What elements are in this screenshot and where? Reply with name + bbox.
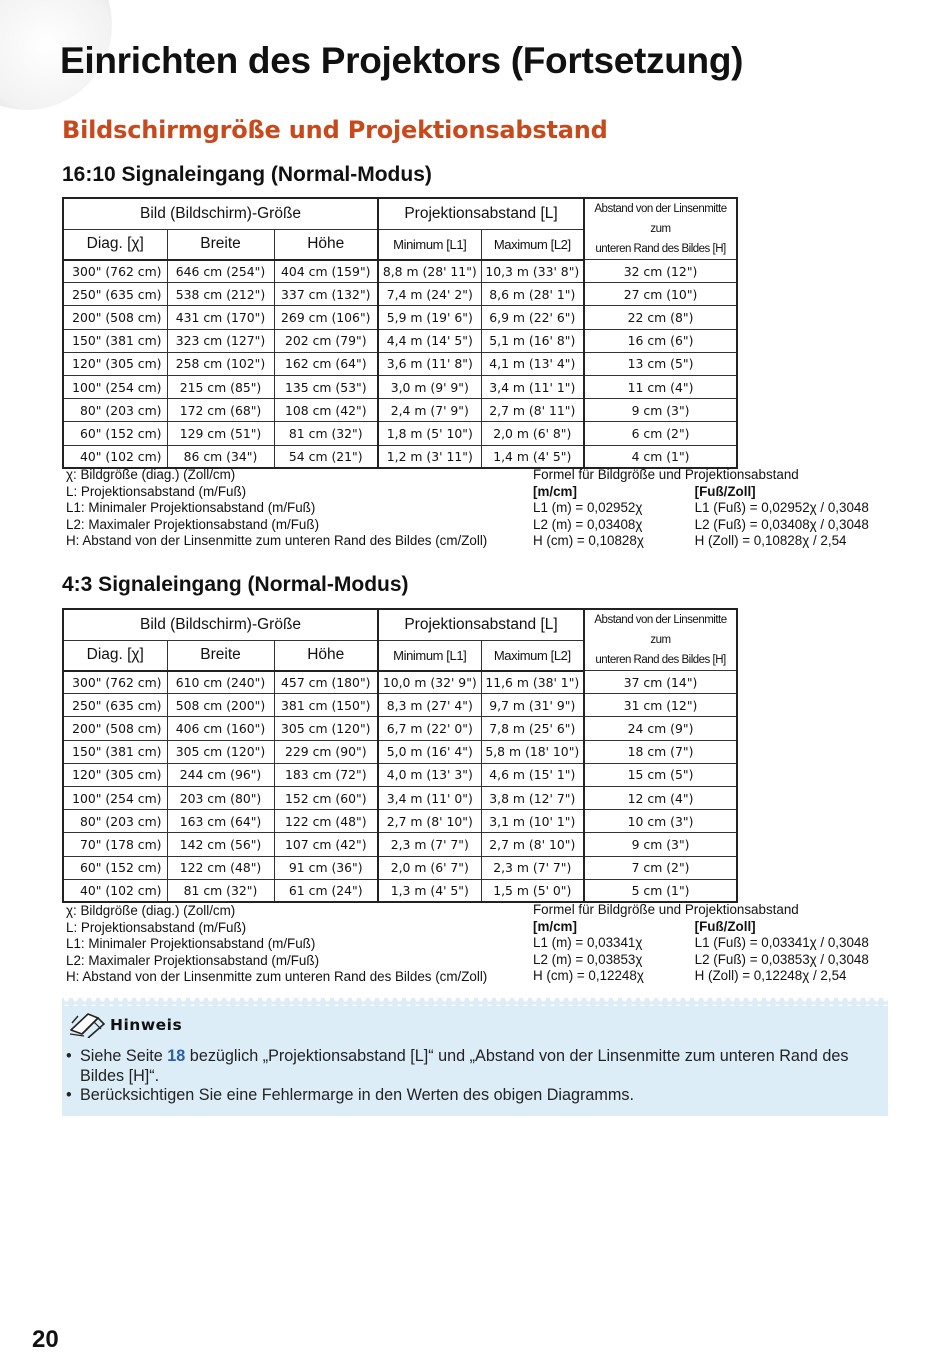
cell-minimum: 5,9 m (19' 6") [378,306,481,329]
legend-line: L2: Maximaler Projektionsabstand (m/Fuß) [66,952,320,968]
cell-height: 61 cm (24") [274,879,378,902]
cell-maximum: 4,6 m (15' 1") [481,763,584,786]
cell-lens-offset: 12 cm (4") [584,786,737,809]
cell-minimum: 5,0 m (16' 4") [378,740,481,763]
cell-height: 81 cm (32") [274,422,378,445]
header-diagonal: Diag. [χ] [63,229,167,259]
cell-lens-offset: 9 cm (3") [584,833,737,856]
cell-diagonal: 40" (102 cm) [63,445,167,468]
cell-width: 538 cm (212") [167,283,274,306]
cell-lens-offset: 9 cm (3") [584,399,737,422]
cell-width: 406 cm (160") [167,717,274,740]
cell-diagonal: 150" (381 cm) [63,329,167,352]
legend-line: L: Projektionsabstand (m/Fuß) [66,919,247,935]
cell-width: 646 cm (254") [167,260,274,283]
cell-maximum: 3,8 m (12' 7") [481,786,584,809]
cell-lens-offset: 7 cm (2") [584,856,737,879]
projection-table-4-3 [62,608,738,903]
header-width: Breite [167,640,274,670]
formula-title: Formel für Bildgröße und Projektionsabstand [533,467,799,482]
cell-minimum: 1,8 m (5' 10") [378,422,481,445]
note-item: • Siehe Seite 18 bezüglich „Projektionsabstand [L]“ und „Abstand von der Linsenmitte zum unteren Rand des Bildes [H]“. [66,1047,881,1086]
cell-diagonal: 80" (203 cm) [63,810,167,833]
cell-maximum: 2,0 m (6' 8") [481,422,584,445]
formula-line: H (Zoll) = 0,12248χ / 2,54 [694,968,847,983]
cell-minimum: 4,0 m (13' 3") [378,763,481,786]
formula-line: L2 (Fuß) = 0,03853χ / 0,3048 [694,951,869,967]
cell-maximum: 1,5 m (5' 0") [481,879,584,902]
note-heading: Hinweis [110,1016,183,1034]
table-row [63,671,737,694]
cell-minimum: 2,4 m (7' 9") [378,399,481,422]
cell-width: 142 cm (56") [167,833,274,856]
cell-height: 162 cm (64") [274,352,378,375]
formula-metric-head: [m/cm] [533,483,577,499]
cell-maximum: 9,7 m (31' 9") [481,694,584,717]
cell-height: 269 cm (106") [274,306,378,329]
cell-maximum: 8,6 m (28' 1") [481,283,584,306]
table-row [63,856,737,879]
cell-width: 431 cm (170") [167,306,274,329]
formula-imperial-head: [Fuß/Zoll] [694,483,756,499]
header-image-size: Bild (Bildschirm)-Größe [63,609,378,640]
header-maximum: Maximum [L2] [481,229,584,259]
cell-lens-offset: 5 cm (1") [584,879,737,902]
cell-minimum: 8,8 m (28' 11") [378,260,481,283]
cell-lens-offset: 6 cm (2") [584,422,737,445]
cell-height: 54 cm (21") [274,445,378,468]
cell-maximum: 2,7 m (8' 10") [481,833,584,856]
table-title-16-10: 16:10 Signaleingang (Normal-Modus) [62,163,432,186]
legend-line: L1: Minimaler Projektionsabstand (m/Fuß) [66,936,316,951]
cell-width: 508 cm (200") [167,694,274,717]
header-image-size: Bild (Bildschirm)-Größe [63,198,378,229]
cell-lens-offset: 27 cm (10") [584,283,737,306]
formula-line: L1 (Fuß) = 0,03341χ / 0,3048 [694,935,869,950]
formula-imperial-head: [Fuß/Zoll] [694,918,756,934]
cell-maximum: 4,1 m (13' 4") [481,352,584,375]
formula-line: L1 (m) = 0,03341χ [533,935,643,950]
note-box [62,998,888,1116]
note-list [66,1047,881,1106]
cell-diagonal: 100" (254 cm) [63,786,167,809]
legend-line: H: Abstand von der Linsenmitte zum unteren Rand des Bildes (cm/Zoll) [66,969,488,984]
formula-title: Formel für Bildgröße und Projektionsabstand [533,902,799,917]
cell-diagonal: 80" (203 cm) [63,399,167,422]
cell-maximum: 11,6 m (38' 1") [481,671,584,694]
cell-lens-offset: 16 cm (6") [584,329,737,352]
cell-maximum: 3,4 m (11' 1") [481,375,584,398]
cell-width: 203 cm (80") [167,786,274,809]
cell-width: 323 cm (127") [167,329,274,352]
cell-height: 152 cm (60") [274,786,378,809]
cell-minimum: 2,0 m (6' 7") [378,856,481,879]
legend-line: L2: Maximaler Projektionsabstand (m/Fuß) [66,516,320,532]
cell-maximum: 7,8 m (25' 6") [481,717,584,740]
cell-diagonal: 120" (305 cm) [63,763,167,786]
cell-width: 258 cm (102") [167,352,274,375]
legend-line: L: Projektionsabstand (m/Fuß) [66,483,247,499]
formula-line: H (cm) = 0,10828χ [533,533,644,548]
header-height: Höhe [274,229,378,259]
cell-diagonal: 150" (381 cm) [63,740,167,763]
table-row [63,422,737,445]
projection-table-16-10 [62,197,738,469]
cell-maximum: 2,7 m (8' 11") [481,399,584,422]
cell-lens-offset: 24 cm (9") [584,717,737,740]
cell-minimum: 1,3 m (4' 5") [378,879,481,902]
legend-line: H: Abstand von der Linsenmitte zum unteren Rand des Bildes (cm/Zoll) [66,533,488,548]
cell-width: 610 cm (240") [167,671,274,694]
legend-16-10 [66,467,487,550]
cell-width: 215 cm (85") [167,375,274,398]
cell-diagonal: 250" (635 cm) [63,283,167,306]
table-row [63,740,737,763]
cell-minimum: 10,0 m (32' 9") [378,671,481,694]
cell-width: 86 cm (34") [167,445,274,468]
formula-line: L2 (m) = 0,03408χ [533,516,643,532]
cell-width: 163 cm (64") [167,810,274,833]
page-reference-link[interactable]: 18 [167,1047,186,1065]
header-maximum: Maximum [L2] [481,640,584,670]
cell-width: 122 cm (48") [167,856,274,879]
table-row [63,283,737,306]
cell-minimum: 2,3 m (7' 7") [378,833,481,856]
cell-minimum: 3,0 m (9' 9") [378,375,481,398]
table-row [63,306,737,329]
cell-diagonal: 120" (305 cm) [63,352,167,375]
cell-diagonal: 70" (178 cm) [63,833,167,856]
cell-lens-offset: 37 cm (14") [584,671,737,694]
cell-diagonal: 200" (508 cm) [63,306,167,329]
legend-line: χ: Bildgröße (diag.) (Zoll/cm) [66,467,236,482]
section-title: Bildschirmgröße und Projektionsabstand [62,116,608,144]
table-row [63,833,737,856]
table-row [63,694,737,717]
dotted-border [62,998,888,1006]
cell-height: 404 cm (159") [274,260,378,283]
cell-minimum: 6,7 m (22' 0") [378,717,481,740]
formula-line: L2 (Fuß) = 0,03408χ / 0,3048 [694,516,869,532]
cell-diagonal: 60" (152 cm) [63,422,167,445]
header-lens-offset: Abstand von der Linsenmitte zum unteren Rand des Bildes [H] [584,198,737,260]
table-row [63,445,737,468]
cell-lens-offset: 13 cm (5") [584,352,737,375]
header-width: Breite [167,229,274,259]
table-row [63,786,737,809]
table-title-4-3: 4:3 Signaleingang (Normal-Modus) [62,573,409,596]
cell-maximum: 1,4 m (4' 5") [481,445,584,468]
cell-lens-offset: 22 cm (8") [584,306,737,329]
cell-maximum: 5,8 m (18' 10") [481,740,584,763]
formula-line: L2 (m) = 0,03853χ [533,951,643,967]
cell-lens-offset: 10 cm (3") [584,810,737,833]
cell-width: 305 cm (120") [167,740,274,763]
cell-height: 229 cm (90") [274,740,378,763]
cell-height: 381 cm (150") [274,694,378,717]
cell-width: 172 cm (68") [167,399,274,422]
cell-height: 108 cm (42") [274,399,378,422]
cell-diagonal: 300" (762 cm) [63,260,167,283]
cell-maximum: 5,1 m (16' 8") [481,329,584,352]
cell-lens-offset: 18 cm (7") [584,740,737,763]
legend-line: L1: Minimaler Projektionsabstand (m/Fuß) [66,500,316,515]
cell-lens-offset: 15 cm (5") [584,763,737,786]
cell-height: 337 cm (132") [274,283,378,306]
table-row [63,717,737,740]
cell-minimum: 7,4 m (24' 2") [378,283,481,306]
formula-line: L1 (m) = 0,02952χ [533,500,643,515]
header-minimum: Minimum [L1] [378,229,481,259]
formula-4-3 [533,902,893,985]
cell-lens-offset: 31 cm (12") [584,694,737,717]
cell-diagonal: 200" (508 cm) [63,717,167,740]
cell-height: 91 cm (36") [274,856,378,879]
cell-maximum: 6,9 m (22' 6") [481,306,584,329]
cell-minimum: 3,6 m (11' 8") [378,352,481,375]
cell-diagonal: 60" (152 cm) [63,856,167,879]
cell-height: 202 cm (79") [274,329,378,352]
cell-height: 457 cm (180") [274,671,378,694]
formula-line: H (Zoll) = 0,10828χ / 2,54 [694,533,847,548]
cell-height: 122 cm (48") [274,810,378,833]
cell-minimum: 3,4 m (11' 0") [378,786,481,809]
cell-maximum: 10,3 m (33' 8") [481,260,584,283]
legend-4-3 [66,903,487,986]
cell-maximum: 2,3 m (7' 7") [481,856,584,879]
note-header [68,1012,182,1038]
cell-minimum: 2,7 m (8' 10") [378,810,481,833]
cell-height: 183 cm (72") [274,763,378,786]
header-minimum: Minimum [L1] [378,640,481,670]
cell-width: 244 cm (96") [167,763,274,786]
cell-diagonal: 40" (102 cm) [63,879,167,902]
header-projection-distance: Projektionsabstand [L] [378,609,584,640]
cell-lens-offset: 32 cm (12") [584,260,737,283]
cell-diagonal: 300" (762 cm) [63,671,167,694]
table-row [63,329,737,352]
cell-width: 81 cm (32") [167,879,274,902]
cell-height: 107 cm (42") [274,833,378,856]
cell-diagonal: 250" (635 cm) [63,694,167,717]
legend-line: χ: Bildgröße (diag.) (Zoll/cm) [66,903,236,918]
page-number: 20 [32,1326,59,1353]
pencil-note-icon [68,1012,108,1038]
table-row [63,763,737,786]
header-diagonal: Diag. [χ] [63,640,167,670]
formula-16-10 [533,467,893,550]
table-row [63,810,737,833]
table-row [63,399,737,422]
note-item: • Berücksichtigen Sie eine Fehlermarge in den Werten des obigen Diagramms. [66,1086,881,1106]
cell-lens-offset: 4 cm (1") [584,445,737,468]
cell-minimum: 1,2 m (3' 11") [378,445,481,468]
header-projection-distance: Projektionsabstand [L] [378,198,584,229]
cell-height: 305 cm (120") [274,717,378,740]
table-row [63,260,737,283]
formula-line: L1 (Fuß) = 0,02952χ / 0,3048 [694,500,869,515]
cell-height: 135 cm (53") [274,375,378,398]
cell-maximum: 3,1 m (10' 1") [481,810,584,833]
cell-minimum: 8,3 m (27' 4") [378,694,481,717]
table-row [63,352,737,375]
header-height: Höhe [274,640,378,670]
table-row [63,879,737,902]
table-row [63,375,737,398]
cell-lens-offset: 11 cm (4") [584,375,737,398]
formula-line: H (cm) = 0,12248χ [533,968,644,983]
cell-minimum: 4,4 m (14' 5") [378,329,481,352]
cell-diagonal: 100" (254 cm) [63,375,167,398]
page-title: Einrichten des Projektors (Fortsetzung) [60,40,744,81]
formula-metric-head: [m/cm] [533,918,577,934]
cell-width: 129 cm (51") [167,422,274,445]
header-lens-offset: Abstand von der Linsenmitte zum unteren Rand des Bildes [H] [584,609,737,671]
